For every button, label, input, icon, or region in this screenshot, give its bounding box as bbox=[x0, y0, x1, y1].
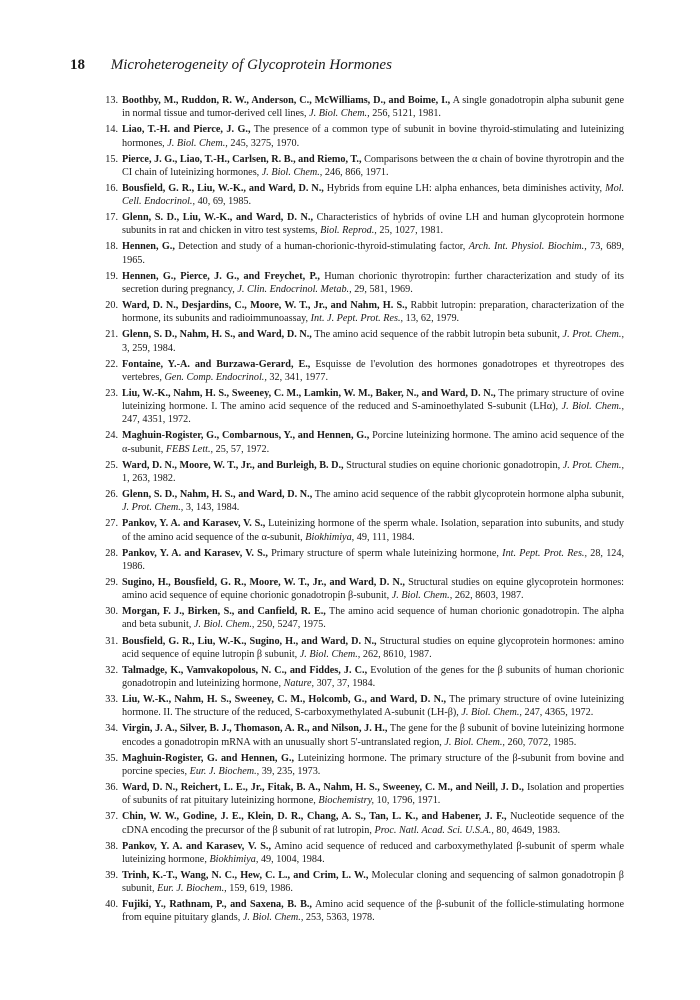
reference-number: 36 . bbox=[100, 781, 118, 794]
reference-title: Molecular cloning and sequencing of salmon gonadotropin β subunit, bbox=[122, 869, 624, 895]
reference-title: Structural studies on equine glycoprotein hormones: amino acid sequence of equine chorionic gonadotropin β-subunit, bbox=[122, 576, 625, 602]
reference-item bbox=[104, 429, 624, 455]
reference-journal: Int. J. Pept. Prot. Res., bbox=[310, 313, 404, 325]
reference-journal: Eur. J. Biochem., bbox=[157, 883, 227, 895]
reference-journal: J. Biol. Chem., bbox=[167, 137, 228, 149]
reference-number: 24 . bbox=[100, 429, 118, 442]
reference-details: 13, 62, 1979. bbox=[405, 313, 460, 325]
reference-title: A single gonadotropin alpha subunit gene in normal tissue and tumor-derived cell lines, bbox=[122, 95, 624, 120]
reference-authors: Talmadge, K., Vamvakopolous, N. C., and Fiddes, J. C., bbox=[122, 664, 368, 676]
reference-journal: FEBS Lett., bbox=[165, 443, 214, 455]
reference-authors: Hennen, G., bbox=[122, 241, 175, 253]
reference-item bbox=[104, 840, 624, 866]
reference-number: 40 . bbox=[100, 898, 118, 911]
reference-title: Characteristics of hybrids of ovine LH and human glycoprotein hormone subunits in rat and chicken in vitro test systems, bbox=[122, 212, 625, 237]
reference-details: 32, 341, 1977. bbox=[269, 371, 328, 383]
reference-number: 14 . bbox=[100, 123, 118, 136]
reference-authors: Hennen, G., Pierce, J. G., and Freychet, P., bbox=[122, 270, 320, 282]
reference-details: 159, 619, 1986. bbox=[229, 883, 293, 895]
reference-details: 49, 1004, 1984. bbox=[260, 853, 325, 865]
reference-journal: Int. Pept. Prot. Res., bbox=[502, 547, 587, 559]
reference-authors: Glenn, S. D., Nahm, H. S., and Ward, D. N., bbox=[122, 329, 312, 341]
reference-number: 21 . bbox=[100, 328, 118, 341]
reference-item bbox=[104, 752, 624, 778]
reference-number: 33 . bbox=[100, 693, 118, 706]
reference-details: 247, 4351, 1972. bbox=[122, 414, 191, 426]
reference-item bbox=[104, 387, 624, 427]
reference-journal: J. Biol. Chem., bbox=[561, 401, 624, 413]
reference-details: 25, 57, 1972. bbox=[215, 443, 270, 455]
reference-journal: J. Biol. Chem., bbox=[391, 590, 453, 602]
reference-details: 3, 259, 1984. bbox=[122, 342, 176, 354]
reference-journal: Biokhimiya, bbox=[305, 531, 355, 543]
reference-details: 247, 4365, 1972. bbox=[524, 707, 594, 719]
reference-list bbox=[104, 94, 624, 928]
reference-number: 31 . bbox=[100, 635, 118, 648]
reference-item bbox=[104, 182, 624, 208]
reference-item bbox=[104, 211, 624, 237]
reference-item bbox=[104, 488, 624, 514]
reference-number: 29 . bbox=[100, 576, 118, 589]
reference-authors: Sugino, H., Bousfield, G. R., Moore, W. T., Jr., and Ward, D. N., bbox=[122, 576, 405, 588]
reference-title: Luteinizing hormone of the sperm whale. Isolation, separation into subunits, and study of the amino acid sequence of the α-subunit, bbox=[122, 518, 625, 543]
reference-journal: J. Biol. Chem., bbox=[193, 619, 255, 631]
reference-authors: Fujiki, Y., Rathnam, P., and Saxena, B. B., bbox=[122, 899, 312, 911]
reference-number: 34 . bbox=[100, 722, 118, 735]
reference-number: 17 . bbox=[100, 211, 118, 224]
reference-journal: J. Prot. Chem., bbox=[122, 502, 184, 514]
reference-item bbox=[104, 328, 624, 354]
reference-title: The gene for the β subunit of bovine luteinizing hormone encodes a gonadotropin mRNA with an unusually short 5'-untranslated region, bbox=[122, 723, 624, 748]
reference-item bbox=[104, 153, 624, 179]
reference-journal: Biokhimiya, bbox=[209, 853, 259, 865]
reference-item bbox=[104, 123, 624, 149]
reference-item bbox=[104, 299, 624, 325]
reference-number: 23 . bbox=[100, 387, 118, 400]
reference-title: Amino acid sequence of reduced and carboxymethylated β-subunit of sperm whale luteinizing hormone, bbox=[122, 840, 625, 865]
reference-item bbox=[104, 459, 624, 485]
reference-journal: J. Biol. Chem., bbox=[299, 648, 361, 660]
reference-details: 245, 3275, 1970. bbox=[230, 137, 300, 149]
reference-number: 22 . bbox=[100, 358, 118, 371]
reference-journal: Nature, bbox=[283, 678, 315, 690]
reference-details: 39, 235, 1973. bbox=[261, 765, 321, 777]
reference-authors: Pierce, J. G., Liao, T.-H., Carlsen, R. B., and Riemo, T., bbox=[122, 153, 362, 165]
reference-authors: Fontaine, Y.-A. and Burzawa-Gerard, E., bbox=[122, 358, 311, 370]
reference-authors: Ward, D. N., Reichert, L. E., Jr., Fitak, B. A., Nahm, H. S., Sweeney, C. M., and Neill, J. D., bbox=[122, 782, 524, 794]
reference-item bbox=[104, 94, 624, 120]
reference-number: 30 . bbox=[100, 605, 118, 618]
reference-journal: J. Prot. Chem., bbox=[562, 459, 625, 471]
reference-item bbox=[104, 898, 624, 924]
reference-journal: Proc. Natl. Acad. Sci. U.S.A., bbox=[374, 824, 494, 836]
reference-journal: J. Biol. Chem., bbox=[261, 166, 323, 178]
reference-title: Esquisse de l'evolution des hormones gonadotropes et thyreotropes des vertebres, bbox=[122, 358, 624, 383]
reference-number: 25 . bbox=[100, 459, 118, 472]
reference-authors: Maghuin-Rogister, G. and Hennen, G., bbox=[122, 752, 295, 764]
reference-authors: Pankov, Y. A. and Karasev, V. S., bbox=[122, 518, 266, 530]
reference-journal: J. Biol. Chem., bbox=[309, 108, 370, 120]
reference-number: 26 . bbox=[100, 488, 118, 501]
reference-authors: Ward, D. N., Desjardins, C., Moore, W. T., Jr., and Nahm, H. S., bbox=[122, 300, 408, 312]
reference-item bbox=[104, 869, 624, 895]
reference-details: 262, 8603, 1987. bbox=[454, 590, 524, 602]
reference-title: The primary structure of ovine luteinizing hormone. I. The amino acid sequence of the reduced and S-aminoethylated S-subunit (LHα), bbox=[122, 387, 624, 413]
reference-item bbox=[104, 781, 624, 807]
reference-title: The presence of a common type of subunit in bovine thyroid-stimulating and luteinizing hormones, bbox=[122, 124, 624, 149]
reference-details: 28, 124, 1986. bbox=[122, 547, 625, 572]
reference-title: Detection and study of a human-chorionic-thyroid-stimulating factor, bbox=[178, 241, 466, 253]
reference-details: 29, 581, 1969. bbox=[354, 283, 413, 295]
reference-title: The amino acid sequence of the rabbit lutropin beta subunit, bbox=[314, 329, 560, 341]
reference-number: 18 . bbox=[100, 240, 118, 253]
reference-authors: Liu, W.-K., Nahm, H. S., Sweeney, C. M., Lamkin, W. M., Baker, N., and Ward, D. N., bbox=[122, 387, 496, 399]
reference-title: Nucleotide sequence of the cDNA encoding the precursor of the β subunit of rat lutropin, bbox=[122, 811, 624, 836]
reference-details: 256, 5121, 1981. bbox=[372, 108, 441, 120]
reference-journal: J. Prot. Chem., bbox=[562, 329, 624, 341]
reference-details: 73, 689, 1965. bbox=[122, 241, 625, 266]
reference-details: 25, 1027, 1981. bbox=[379, 225, 444, 237]
reference-journal: Biochemistry, bbox=[318, 795, 375, 807]
reference-authors: Liu, W.-K., Nahm, H. S., Sweeney, C. M., Holcomb, G., and Ward, D. N., bbox=[122, 694, 447, 706]
reference-number: 27 . bbox=[100, 517, 118, 530]
reference-item bbox=[104, 547, 624, 573]
reference-title: The primary structure of ovine luteinizing hormone. II. The structure of the reduced, S-carboxymethylated A-subunit (LH-β), bbox=[122, 694, 624, 719]
reference-details: 307, 37, 1984. bbox=[316, 678, 376, 690]
reference-title: Luteinizing hormone. The primary structure of the β-subunit from bovine and porcine species, bbox=[122, 752, 625, 777]
reference-number: 32 . bbox=[100, 664, 118, 677]
reference-details: 1, 263, 1982. bbox=[122, 472, 176, 484]
reference-item bbox=[104, 635, 624, 661]
page-header bbox=[70, 56, 640, 74]
reference-title: Isolation and properties of subunits of rat pituitary luteinizing hormone, bbox=[122, 782, 624, 807]
reference-item bbox=[104, 270, 624, 296]
reference-authors: Bousfield, G. R., Liu, W.-K., and Ward, D. N., bbox=[122, 182, 324, 194]
reference-title: Comparisons between the α chain of bovine thyrotropin and the CI chain of luteinizing hormones, bbox=[122, 153, 624, 178]
reference-journal: Biol. Reprod., bbox=[320, 225, 377, 237]
reference-details: 260, 7072, 1985. bbox=[507, 736, 577, 748]
reference-authors: Bousfield, G. R., Liu, W.-K., Sugino, H., and Ward, D. N., bbox=[122, 635, 377, 647]
reference-journal: Eur. J. Biochem., bbox=[189, 765, 260, 777]
reference-item bbox=[104, 240, 624, 266]
reference-authors: Pankov, Y. A. and Karasev, V. S., bbox=[122, 547, 268, 559]
reference-item bbox=[104, 517, 624, 543]
reference-journal: J. Biol. Chem., bbox=[444, 736, 505, 748]
reference-title: Primary structure of sperm whale luteinizing hormone, bbox=[271, 547, 499, 559]
reference-number: 35 . bbox=[100, 752, 118, 765]
reference-item bbox=[104, 576, 624, 602]
running-title: Microheterogeneity of Glycoprotein Hormones bbox=[110, 57, 392, 73]
reference-authors: Glenn, S. D., Liu, W.-K., and Ward, D. N., bbox=[122, 212, 313, 224]
reference-number: 38 . bbox=[100, 840, 118, 853]
reference-authors: Trinh, K.-T., Wang, N. C., Hew, C. L., and Crim, L. W., bbox=[122, 869, 369, 881]
reference-title: The amino acid sequence of human chorionic gonadotropin. The alpha and beta subunit, bbox=[122, 606, 624, 631]
reference-journal: Arch. Int. Physiol. Biochim., bbox=[468, 241, 587, 253]
reference-number: 19 . bbox=[100, 270, 118, 283]
reference-item bbox=[104, 664, 624, 690]
reference-details: 246, 866, 1971. bbox=[324, 166, 389, 178]
reference-number: 13 . bbox=[100, 94, 118, 107]
reference-authors: Boothby, M., Ruddon, R. W., Anderson, C., McWilliams, D., and Boime, I., bbox=[122, 95, 451, 106]
reference-details: 250, 5247, 1975. bbox=[256, 619, 326, 631]
reference-title: Hybrids from equine LH: alpha enhances, beta diminishes activity, bbox=[326, 182, 603, 194]
reference-item bbox=[104, 358, 624, 384]
reference-number: 16 . bbox=[100, 182, 118, 195]
reference-details: 10, 1796, 1971. bbox=[376, 795, 441, 807]
reference-item bbox=[104, 605, 624, 631]
reference-details: 40, 69, 1985. bbox=[197, 196, 252, 208]
reference-title: Amino acid sequence of the β-subunit of the follicle-stimulating hormone from equine pituitary glands, bbox=[122, 899, 625, 924]
reference-authors: Glenn, S. D., Nahm, H. S., and Ward, D. N., bbox=[122, 489, 313, 501]
reference-item bbox=[104, 693, 624, 719]
reference-title: Porcine luteinizing hormone. The amino acid sequence of the α-subunit, bbox=[122, 430, 624, 455]
reference-title: Human chorionic thyrotropin: further characterization and study of its secretion during pregnancy, bbox=[122, 270, 625, 295]
reference-title: Structural studies on equine glycoprotein hormones: amino acid sequence of equine lutropin β subunit, bbox=[122, 635, 624, 660]
reference-authors: Chin, W. W., Godine, J. E., Klein, D. R., Chang, A. S., Tan, L. K., and Habener, J. F., bbox=[122, 811, 507, 823]
reference-number: 15 . bbox=[100, 153, 118, 166]
reference-authors: Morgan, F. J., Birken, S., and Canfield, R. E., bbox=[122, 606, 326, 618]
reference-details: 262, 8610, 1987. bbox=[362, 648, 432, 660]
reference-number: 37 . bbox=[100, 810, 118, 823]
reference-title: Rabbit lutropin: preparation, characterization of the hormone, its subunits and radioimmunoassay, bbox=[122, 300, 624, 325]
reference-number: 39 . bbox=[100, 869, 118, 882]
reference-title: Structural studies on equine chorionic gonadotropin, bbox=[346, 459, 561, 471]
reference-details: 253, 5363, 1978. bbox=[305, 912, 375, 924]
reference-authors: Liao, T.-H. and Pierce, J. G., bbox=[122, 124, 251, 136]
reference-title: The amino acid sequence of the rabbit glycoprotein hormone alpha subunit, bbox=[314, 489, 624, 501]
reference-authors: Virgin, J. A., Silver, B. J., Thomason, A. R., and Nilson, J. H., bbox=[122, 723, 388, 735]
reference-item bbox=[104, 810, 624, 836]
reference-authors: Maghuin-Rogister, G., Combarnous, Y., and Hennen, G., bbox=[122, 430, 370, 442]
reference-journal: J. Biol. Chem., bbox=[461, 707, 522, 719]
reference-authors: Ward, D. N., Moore, W. T., Jr., and Burleigh, B. D., bbox=[122, 459, 344, 471]
reference-journal: Gen. Comp. Endocrinol., bbox=[164, 371, 267, 383]
reference-journal: J. Biol. Chem., bbox=[242, 912, 304, 924]
reference-journal: Mol. Cell. Endocrinol., bbox=[122, 182, 625, 208]
reference-details: 49, 111, 1984. bbox=[356, 531, 415, 543]
reference-journal: J. Clin. Endocrinol. Metab., bbox=[237, 283, 352, 295]
reference-authors: Pankov, Y. A. and Karasev, V. S., bbox=[122, 840, 271, 852]
reference-item bbox=[104, 722, 624, 748]
reference-details: 3, 143, 1984. bbox=[185, 502, 240, 514]
page-number: 18 bbox=[70, 57, 85, 73]
reference-number: 28 . bbox=[100, 547, 118, 560]
reference-details: 80, 4649, 1983. bbox=[496, 824, 561, 836]
reference-title: Evolution of the genes for the β subunits of human chorionic gonadotropin and luteinizing hormone, bbox=[122, 664, 625, 690]
reference-number: 20 . bbox=[100, 299, 118, 312]
